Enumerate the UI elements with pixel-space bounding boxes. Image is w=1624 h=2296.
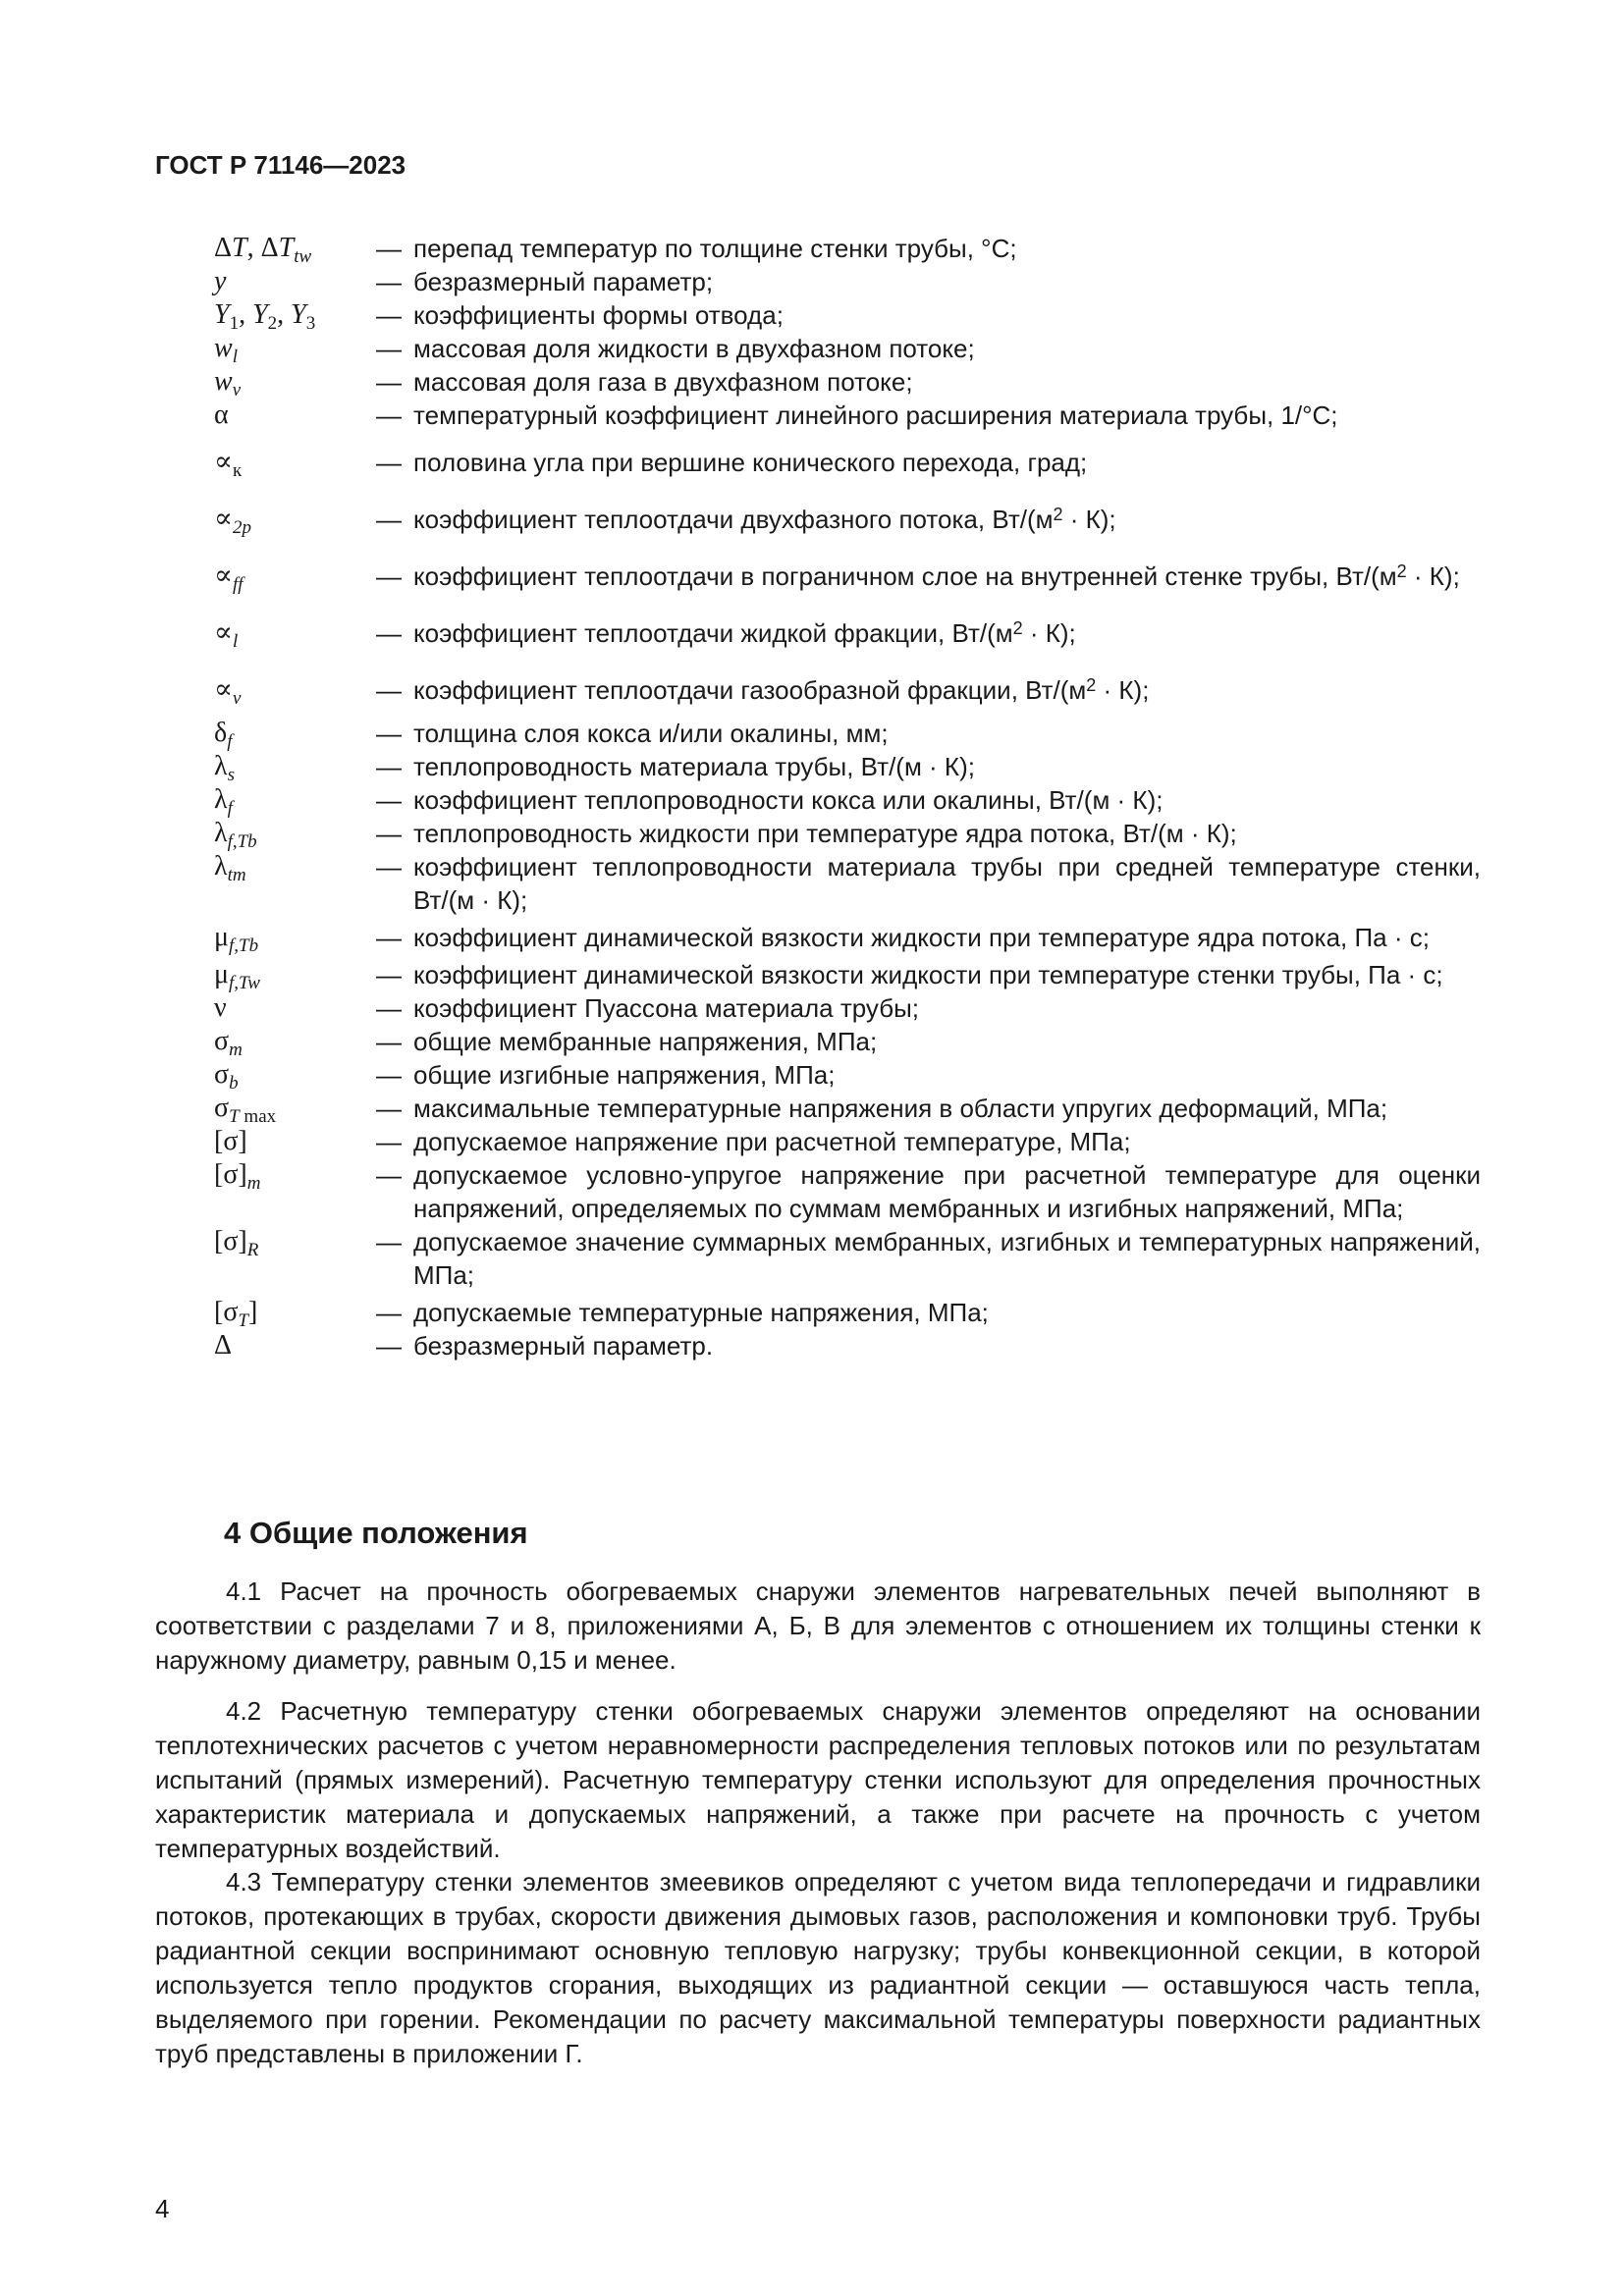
symbol-mu-f-tw: $\mu_{f,Tw}$ [214, 959, 260, 993]
dash: — [376, 300, 402, 330]
definition-text: допускаемое значение суммарных мембранных, изгибных и температурных напряжений, МПа; [413, 1227, 1481, 1290]
definition-row [214, 850, 1481, 917]
symbol-delta-t: ΔT, $\Delta T_{tw}$ [214, 233, 312, 267]
symbol-sigma-b: $\sigma_b$ [214, 1059, 239, 1094]
definition-text: коэффициент теплопроводности материала трубы при средней температуре стенки, Вт/(м · К); [413, 852, 1481, 915]
document-header: ГОСТ Р 71146—2023 [155, 150, 406, 180]
definition-text: коэффициент динамической вязкости жидкости при температуре стенки трубы, Па · с; [413, 960, 1443, 989]
definition-text: общие мембранные напряжения, МПа; [413, 1027, 878, 1056]
dash: — [376, 993, 402, 1023]
symbol-mu-f-tb: $\mu_{f,Tb}$ [214, 922, 259, 956]
dash: — [376, 234, 402, 263]
definition-row [214, 232, 1481, 265]
definition-row [214, 750, 1481, 783]
definition-row [214, 332, 1481, 365]
dash: — [376, 1227, 402, 1256]
symbol-sigma-allow-m: $[\sigma]_m$ [214, 1159, 261, 1194]
paragraph-4-1: 4.1 Расчет на прочность обогреваемых снаружи элементов нагревательных печей выполняют в соответствии с разделами 7 и 8, приложениями А, Б, В для элементов с отношением их толщины стенки к наружному диаметру, равным 0,15 и менее. [155, 1576, 1481, 1675]
definition-text: массовая доля жидкости в двухфазном потоке; [413, 334, 975, 363]
definition-text: безразмерный параметр. [413, 1331, 714, 1361]
dash: — [376, 267, 402, 296]
definition-text: перепад температур по толщине стенки трубы, °С; [413, 234, 1017, 263]
definition-row [214, 298, 1481, 332]
symbol-lambda-s: $\lambda_s$ [214, 751, 235, 785]
definition-text: массовая доля газа в двухфазном потоке; [413, 367, 913, 397]
dash: — [376, 785, 402, 815]
definition-text: коэффициент теплопроводности кокса или окалины, Вт/(м · К); [413, 785, 1164, 815]
definition-row [214, 616, 1481, 650]
symbol-sigma-t-max: $\sigma_{T max}$ [214, 1093, 277, 1127]
dash: — [376, 752, 402, 781]
definition-row [214, 1025, 1481, 1058]
definition-row [214, 717, 1481, 750]
definition-text: коэффициент теплоотдачи жидкой фракции, $Вт/(м^2 \cdot К)$; [413, 618, 1076, 648]
definition-text: теплопроводность материала трубы, Вт/(м · К); [413, 752, 975, 781]
symbol-alpha-ff: $\propto_{ff}$ [214, 561, 244, 595]
symbol-sigma-t-allow: $[\sigma_T]$ [214, 1297, 258, 1331]
symbol-lambda-tm: $\lambda_{tm}$ [214, 851, 246, 885]
symbol-lambda-f-tb: $\lambda_{f,Tb}$ [214, 818, 257, 852]
definition-row [214, 991, 1481, 1025]
dash: — [376, 719, 402, 748]
symbol-delta-f: $\delta_f$ [214, 718, 233, 752]
dash: — [376, 334, 402, 363]
definition-text: теплопроводность жидкости при температуре ядра потока, Вт/(м · К); [413, 819, 1237, 848]
definition-text: коэффициент теплоотдачи двухфазного потока, $Вт/(м^2 \cdot К)$; [413, 505, 1116, 534]
definition-text: общие изгибные напряжения, МПа; [413, 1060, 836, 1090]
definition-text: коэффициент теплоотдачи в пограничном слое на внутренней стенке трубы, $Вт/(м^2 \cdot К)$; [413, 561, 1460, 591]
definition-text: допускаемое напряжение при расчетной температуре, МПа; [413, 1127, 1131, 1156]
section-heading: 4 Общие положения [224, 1516, 528, 1550]
dash: — [376, 400, 402, 430]
definition-row [214, 265, 1481, 298]
symbol-sigma-allow-r: $[\sigma]_R$ [214, 1226, 259, 1260]
definition-row [214, 1225, 1481, 1292]
definition-text: коэффициенты формы отвода; [413, 300, 784, 330]
definition-row [214, 560, 1481, 593]
symbol-y123: $Y_1$, $Y_2$, $Y_3$ [214, 299, 316, 334]
definition-row [214, 921, 1481, 954]
dash: — [376, 1160, 402, 1190]
dash: — [376, 1331, 402, 1361]
dash: — [376, 1027, 402, 1056]
definition-row [214, 399, 1481, 432]
dash: — [376, 1094, 402, 1123]
symbol-lambda-f: $\lambda_f$ [214, 784, 233, 819]
definitions-list [214, 232, 1481, 1362]
dash: — [376, 819, 402, 848]
definition-row [214, 1329, 1481, 1362]
definition-row [214, 503, 1481, 536]
symbol-y: y [214, 266, 227, 296]
definition-text: коэффициент теплоотдачи газообразной фракции, $Вт/(м^2 \cdot К)$; [413, 675, 1150, 705]
definition-text: коэффициент динамической вязкости жидкости при температуре ядра потока, Па · с; [413, 923, 1430, 952]
definition-row [214, 817, 1481, 850]
symbol-sigma-m: $\sigma_m$ [214, 1026, 243, 1060]
dash: — [376, 852, 402, 881]
definition-text: толщина слоя кокса и/или окалины, мм; [413, 719, 889, 748]
definition-text: допускаемые температурные напряжения, МПа; [413, 1298, 989, 1327]
dash: — [376, 1127, 402, 1156]
definition-text: безразмерный параметр; [413, 267, 714, 296]
definition-row [214, 1125, 1481, 1158]
dash: — [376, 448, 402, 477]
definition-row [214, 1058, 1481, 1092]
dash: — [376, 1060, 402, 1090]
symbol-alpha-2p: $\propto_{2p}$ [214, 504, 251, 538]
symbol-wl: $w_l$ [214, 333, 238, 367]
dash: — [376, 505, 402, 534]
definition-row [214, 783, 1481, 817]
symbol-wv: $w_v$ [214, 366, 242, 400]
page-number: 4 [155, 2194, 170, 2223]
definition-row [214, 1296, 1481, 1329]
dash: — [376, 960, 402, 989]
definition-text: половина угла при вершине конического перехода, град; [413, 448, 1088, 477]
definition-text: допускаемое условно-упругое напряжение при расчетной температуре для оценки напряжений, определяемых по суммам мембранных и изгибных напряжений, МПа; [413, 1160, 1481, 1223]
symbol-alpha: α [214, 400, 229, 430]
symbol-alpha-l: $\propto_l$ [214, 617, 239, 652]
dash: — [376, 561, 402, 591]
dash: — [376, 618, 402, 648]
definition-row [214, 1158, 1481, 1225]
definition-row [214, 1092, 1481, 1125]
definition-row [214, 673, 1481, 707]
definition-text: температурный коэффициент линейного расширения материала трубы, 1/°С; [413, 400, 1338, 430]
dash: — [376, 923, 402, 952]
definition-text: максимальные температурные напряжения в области упругих деформаций, МПа; [413, 1094, 1388, 1123]
symbol-delta: Δ [214, 1330, 233, 1361]
symbol-alpha-k: $\propto_к$ [214, 447, 243, 481]
definition-row [214, 958, 1481, 991]
paragraph-4-3: 4.3 Температуру стенки элементов змеевиков определяют с учетом вида теплопередачи и гидравлики потоков, протекающих в трубах, скорости движения дымовых газов, расположения и компоновки труб. Трубы радиантной секции воспринимают основную тепловую нагрузку; трубы конвекционной секции, в которой используется тепло продуктов сгорания, выходящих из радиантной секции — оставшуюся часть тепла, выделяемого при горении. Рекомендации по расчету максимальной температуры поверхности радиантных труб представлены в приложении Г. [155, 1867, 1481, 2068]
symbol-alpha-v: $\propto_v$ [214, 674, 242, 709]
symbol-nu: ν [214, 992, 227, 1023]
definition-text: коэффициент Пуассона материала трубы; [413, 993, 920, 1023]
definition-row [214, 446, 1481, 479]
paragraph-4-2: 4.2 Расчетную температуру стенки обогреваемых снаружи элементов определяют на основании теплотехнических расчетов с учетом неравномерности распределения тепловых потоков или по результатам испытаний (прямых измерений). Расчетную температуру стенки используют для определения прочностных характеристик материала и допускаемых напряжений, а также при расчете на прочность с учетом температурных воздействий. [155, 1696, 1481, 1863]
dash: — [376, 675, 402, 705]
dash: — [376, 367, 402, 397]
dash: — [376, 1298, 402, 1327]
definition-row [214, 365, 1481, 399]
symbol-sigma-allow: [σ] [214, 1126, 247, 1156]
